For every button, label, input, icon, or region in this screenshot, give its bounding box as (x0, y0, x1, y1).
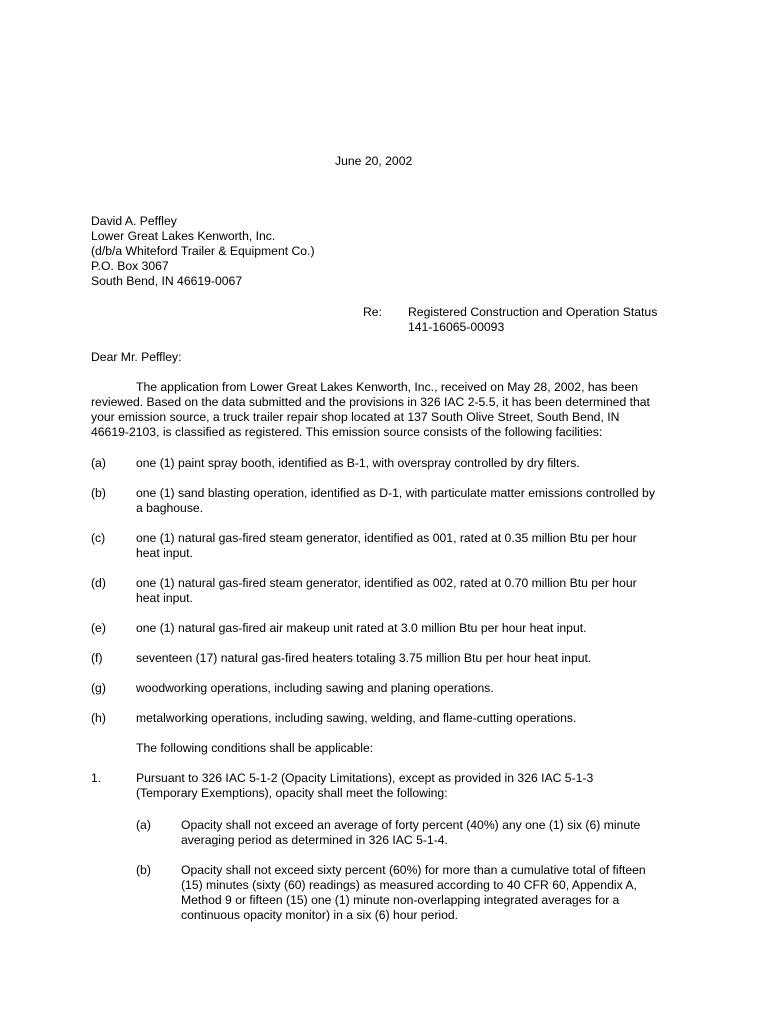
address-line: Lower Great Lakes Kenworth, Inc. (91, 229, 276, 243)
facility-label: (f) (91, 651, 103, 665)
facility-text: heat input. (136, 546, 193, 560)
address-block (91, 214, 315, 289)
facility-text: one (1) natural gas-fired steam generator, identified as 001, rated at 0.35 million Btu per hour (136, 531, 637, 545)
subitem-text: continuous opacity monitor) in a six (6) hour period. (181, 908, 459, 922)
subitem-label: (a) (136, 818, 151, 832)
facility-label: (e) (91, 621, 106, 635)
facility-text: heat input. (136, 591, 193, 605)
facility-text: woodworking operations, including sawing and planing operations. (136, 681, 494, 695)
condition-label: 1. (91, 771, 102, 785)
conditions-intro: The following conditions shall be applicable: (136, 741, 374, 755)
subitem-label: (b) (136, 863, 151, 877)
address-line: South Bend, IN 46619-0067 (91, 274, 243, 288)
re-label: Re: (363, 305, 382, 319)
re-line: Registered Construction and Operation Status (408, 305, 658, 319)
address-line: (d/b/a Whiteford Trailer & Equipment Co.) (91, 244, 315, 258)
facility-label: (h) (91, 711, 106, 725)
facility-text: one (1) natural gas-fired steam generator, identified as 002, rated at 0.70 million Btu per hour (136, 576, 637, 590)
condition-text: Pursuant to 326 IAC 5-1-2 (Opacity Limitations), except as provided in 326 IAC 5-1-3 (136, 771, 594, 785)
facility-text: a baghouse. (136, 501, 204, 515)
subitem-text: Opacity shall not exceed sixty percent (60%) for more than a cumulative total of fifteen (181, 863, 646, 877)
address-line: P.O. Box 3067 (91, 259, 169, 273)
letter-date: June 20, 2002 (335, 154, 413, 168)
intro-paragraph (91, 380, 691, 440)
address-line: David A. Peffley (91, 214, 177, 228)
re-line: 141-16065-00093 (408, 320, 505, 334)
intro-line: your emission source, a truck trailer repair shop located at 137 South Olive Street, South Bend, IN (91, 410, 620, 424)
facility-label: (g) (91, 681, 106, 695)
facility-label: (c) (91, 531, 106, 545)
subitem-text: Opacity shall not exceed an average of forty percent (40%) any one (1) six (6) minute (181, 818, 641, 832)
facility-text: metalworking operations, including sawing, welding, and flame-cutting operations. (136, 711, 577, 725)
facility-label: (d) (91, 576, 106, 590)
intro-line: reviewed. Based on the data submitted and the provisions in 326 IAC 2-5.5, it has been determined that (91, 395, 650, 409)
intro-line: 46619-2103, is classified as registered. This emission source consists of the following facilities: (91, 425, 603, 439)
facility-text: one (1) sand blasting operation, identified as D-1, with particulate matter emissions controlled by (136, 486, 655, 500)
facility-text: one (1) natural gas-fired air makeup unit rated at 3.0 million Btu per hour heat input. (136, 621, 587, 635)
subitem-text: Method 9 or fifteen (15) one (1) minute non-overlapping integrated averages for a (181, 893, 620, 907)
subitem-text: averaging period as determined in 326 IAC 5-1-4. (181, 833, 448, 847)
facility-label: (a) (91, 456, 106, 470)
subitem-text: (15) minutes (sixty (60) readings) as measured according to 40 CFR 60, Appendix A, (181, 878, 637, 892)
condition-text: (Temporary Exemptions), opacity shall meet the following: (136, 786, 448, 800)
re-block (408, 305, 657, 335)
facility-text: one (1) paint spray booth, identified as B-1, with overspray controlled by dry filters. (136, 456, 580, 470)
salutation: Dear Mr. Peffley: (91, 350, 182, 364)
facility-label: (b) (91, 486, 106, 500)
intro-line: The application from Lower Great Lakes Kenworth, Inc., received on May 28, 2002, has been (136, 380, 639, 394)
facility-text: seventeen (17) natural gas-fired heaters totaling 3.75 million Btu per hour heat input. (136, 651, 592, 665)
